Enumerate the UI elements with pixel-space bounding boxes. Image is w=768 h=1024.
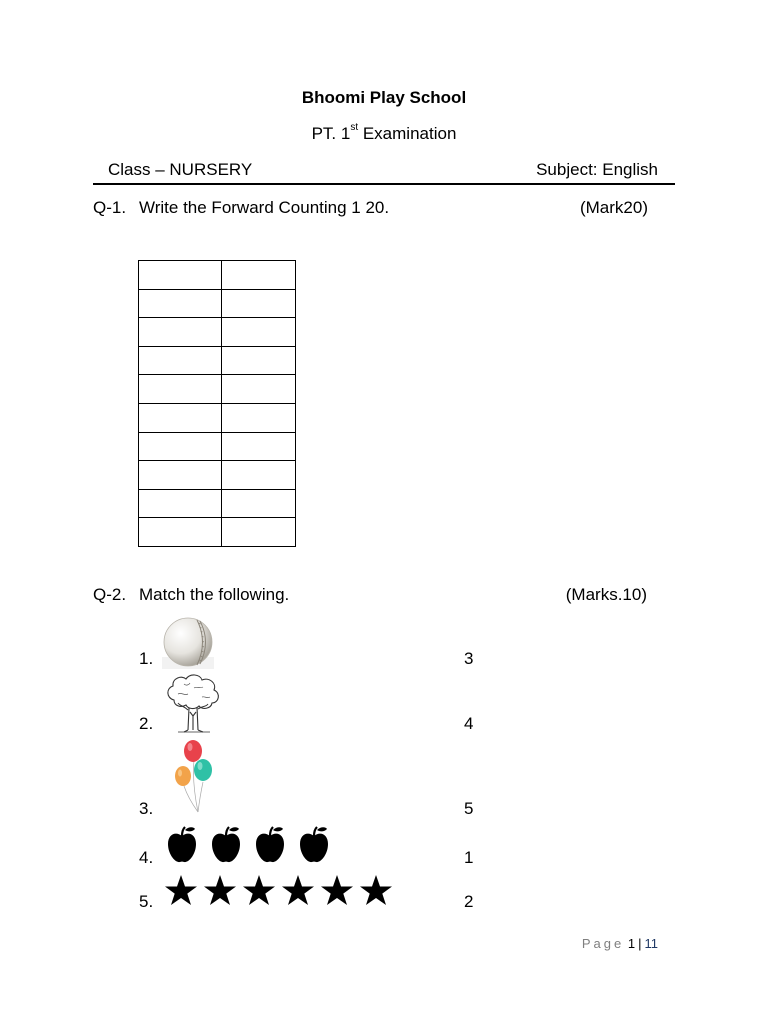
counting-cell	[139, 289, 222, 318]
counting-cell	[139, 261, 222, 290]
counting-cell	[222, 489, 296, 518]
question-1-marks: (Mark20)	[579, 198, 648, 217]
question-1-text: Write the Forward Counting 1 20.	[139, 198, 390, 217]
page-word: Page	[581, 936, 625, 951]
page-footer	[582, 936, 658, 951]
counting-cell	[139, 489, 222, 518]
counting-table	[138, 260, 296, 547]
exam-superscript: st	[350, 122, 359, 133]
counting-cell	[139, 518, 222, 547]
exam-suffix: Examination	[358, 124, 457, 143]
stars-picture	[164, 874, 394, 910]
counting-cell	[222, 461, 296, 490]
match-item-number: 4.	[139, 848, 154, 867]
match-item-answer: 3	[464, 649, 474, 668]
counting-cell	[222, 261, 296, 290]
match-item-answer: 1	[464, 848, 474, 867]
match-item-answer: 2	[464, 892, 474, 911]
tree-picture	[164, 672, 222, 734]
counting-table-row	[139, 489, 296, 518]
apples-picture	[166, 825, 338, 865]
counting-table-row	[139, 461, 296, 490]
match-item-number: 3.	[139, 799, 154, 818]
school-name: Bhoomi Play School	[301, 88, 467, 107]
counting-table-row	[139, 346, 296, 375]
exam-title	[0, 124, 768, 144]
counting-table-row	[139, 289, 296, 318]
match-item-answer: 4	[464, 714, 474, 733]
counting-cell	[222, 346, 296, 375]
page-separator: |	[638, 936, 642, 951]
counting-table-row	[139, 432, 296, 461]
counting-table-row	[139, 261, 296, 290]
cricket-ball-picture	[162, 617, 214, 669]
question-2-text: Match the following.	[139, 585, 290, 604]
counting-table-row	[139, 403, 296, 432]
match-item-number: 5.	[139, 892, 154, 911]
match-item-answer: 5	[464, 799, 474, 818]
counting-cell	[222, 289, 296, 318]
counting-cell	[222, 403, 296, 432]
match-item-number: 1.	[139, 649, 154, 668]
header-divider	[93, 183, 675, 185]
counting-table-row	[139, 318, 296, 347]
counting-table-row	[139, 375, 296, 404]
question-1-number: Q-1.	[93, 198, 127, 217]
counting-cell	[222, 375, 296, 404]
counting-cell	[222, 432, 296, 461]
counting-cell	[139, 403, 222, 432]
question-2-number: Q-2.	[93, 585, 127, 604]
balloons-picture	[170, 738, 216, 814]
exam-prefix: PT. 1	[311, 124, 351, 143]
counting-cell	[139, 318, 222, 347]
counting-cell	[139, 432, 222, 461]
counting-cell	[139, 346, 222, 375]
subject-label: Subject: English	[536, 160, 658, 179]
page-total: 11	[644, 936, 658, 951]
counting-cell	[222, 518, 296, 547]
class-label: Class – NURSERY	[108, 160, 253, 179]
counting-table-row	[139, 518, 296, 547]
counting-cell	[139, 461, 222, 490]
counting-cell	[222, 318, 296, 347]
match-item-number: 2.	[139, 714, 154, 733]
question-2-marks: (Marks.10)	[565, 585, 647, 604]
counting-cell	[139, 375, 222, 404]
page-number: 1	[627, 936, 636, 951]
